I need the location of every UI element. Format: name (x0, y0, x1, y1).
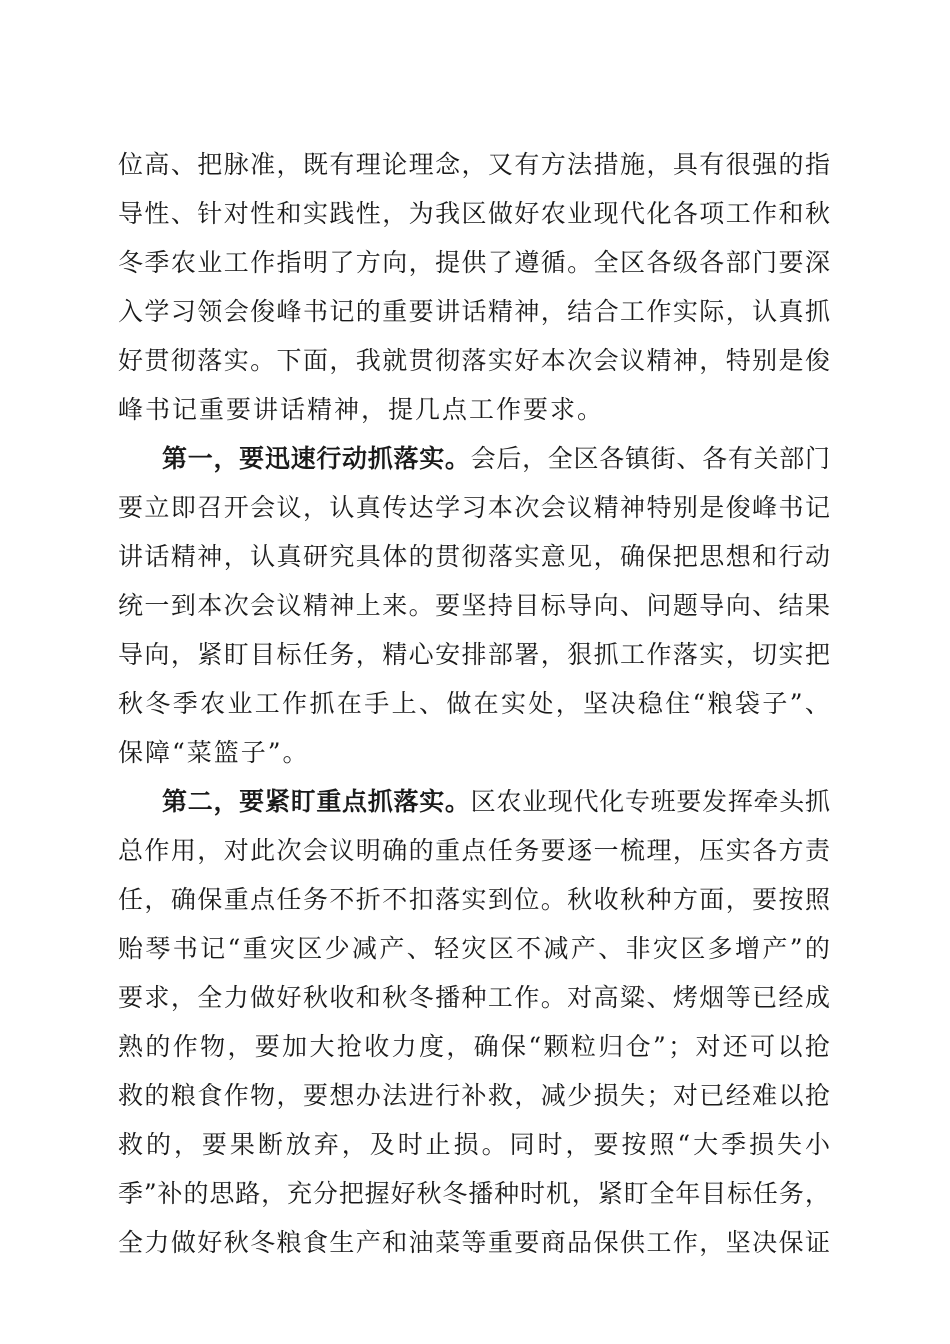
text-line: 第 一 ， 要 迅 速 行 动 抓 落 实 。 会 后 ， 全 区 各 镇 街 、 各 有 关 部 门 (162, 444, 830, 473)
text-line: 任 ， 确 保 重 点 任 务 不 折 不 扣 落 实 到 位 。 秋 收 秋 种 方 面 ， 要 按 照 (118, 885, 830, 914)
line-text: 保障“菜篮子”。 (118, 738, 310, 767)
text-line: 导 性 、 针 对 性 和 实 践 性 ， 为 我 区 做 好 农 业 现 代 化 各 项 工 作 和 秋 (118, 199, 830, 228)
text-line: 总 作 用 ， 对 此 次 会 议 明 确 的 重 点 任 务 要 逐 一 梳 理 ， 压 实 各 方 责 (118, 836, 830, 865)
text-line: 位 高 、 把 脉 准 ， 既 有 理 论 理 念 ， 又 有 方 法 措 施 ， 具 有 很 强 的 指 (118, 150, 830, 179)
text-line: 导 向 ， 紧 盯 目 标 任 务 ， 精 心 安 排 部 署 ， 狠 抓 工 作 落 实 ， 切 实 把 (118, 640, 830, 669)
text-line: 好 贯 彻 落 实 。 下 面 ， 我 就 贯 彻 落 实 好 本 次 会 议 精 神 ， 特 别 是 俊 (118, 346, 830, 375)
text-line: 讲 话 精 神 ， 认 真 研 究 具 体 的 贯 彻 落 实 意 见 ， 确 保 把 思 想 和 行 动 (118, 542, 830, 571)
text-line: 入 学 习 领 会 俊 峰 书 记 的 重 要 讲 话 精 神 ， 结 合 工 作 实 际 ， 认 真 抓 (118, 297, 830, 326)
text-line: 贻 琴 书 记 “ 重 灾 区 少 减 产 、 轻 灾 区 不 减 产 、 非 灾 区 多 增 产 ” 的 (118, 934, 830, 963)
text-line: 救 的 ， 要 果 断 放 弃 ， 及 时 止 损 。 同 时 ， 要 按 照 “ 大 季 损 失 小 (118, 1130, 830, 1159)
text-line: 救 的 粮 食 作 物 ， 要 想 办 法 进 行 补 救 ， 减 少 损 失 ； 对 已 经 难 以 抢 (118, 1081, 830, 1110)
text-line: 全 力 做 好 秋 冬 粮 食 生 产 和 油 菜 等 重 要 商 品 保 供 工 作 ， 坚 决 保 证 (118, 1228, 830, 1257)
text-line (118, 385, 830, 434)
text-line: 熟 的 作 物 ， 要 加 大 抢 收 力 度 ， 确 保 “ 颗 粒 归 仓 ” ； 对 还 可 以 抢 (118, 1032, 830, 1061)
text-line: 统 一 到 本 次 会 议 精 神 上 来 。 要 坚 持 目 标 导 向 、 问 题 导 向 、 结 果 (118, 591, 830, 620)
text-line: 季 ” 补 的 思 路 ， 充 分 把 握 好 秋 冬 播 种 时 机 ， 紧 盯 全 年 目 标 任 务 ， (118, 1179, 830, 1208)
line-text: 峰书记重要讲话精神，提几点工作要求。 (118, 395, 605, 424)
text-line (118, 728, 830, 777)
text-line: 秋 冬 季 农 业 工 作 抓 在 手 上 、 做 在 实 处 ， 坚 决 稳 住 “ 粮 袋 子 ” 、 (118, 689, 830, 718)
text-line: 第 二 ， 要 紧 盯 重 点 抓 落 实 。 区 农 业 现 代 化 专 班 要 发 挥 牵 头 抓 (162, 787, 830, 816)
text-line: 要 求 ， 全 力 做 好 秋 收 和 秋 冬 播 种 工 作 。 对 高 粱 、 烤 烟 等 已 经 成 (118, 983, 830, 1012)
text-line: 冬 季 农 业 工 作 指 明 了 方 向 ， 提 供 了 遵 循 。 全 区 各 级 各 部 门 要 深 (118, 248, 830, 277)
text-line: 要 立 即 召 开 会 议 ， 认 真 传 达 学 习 本 次 会 议 精 神 特 别 是 俊 峰 书 记 (118, 493, 830, 522)
document-body (118, 140, 830, 1267)
